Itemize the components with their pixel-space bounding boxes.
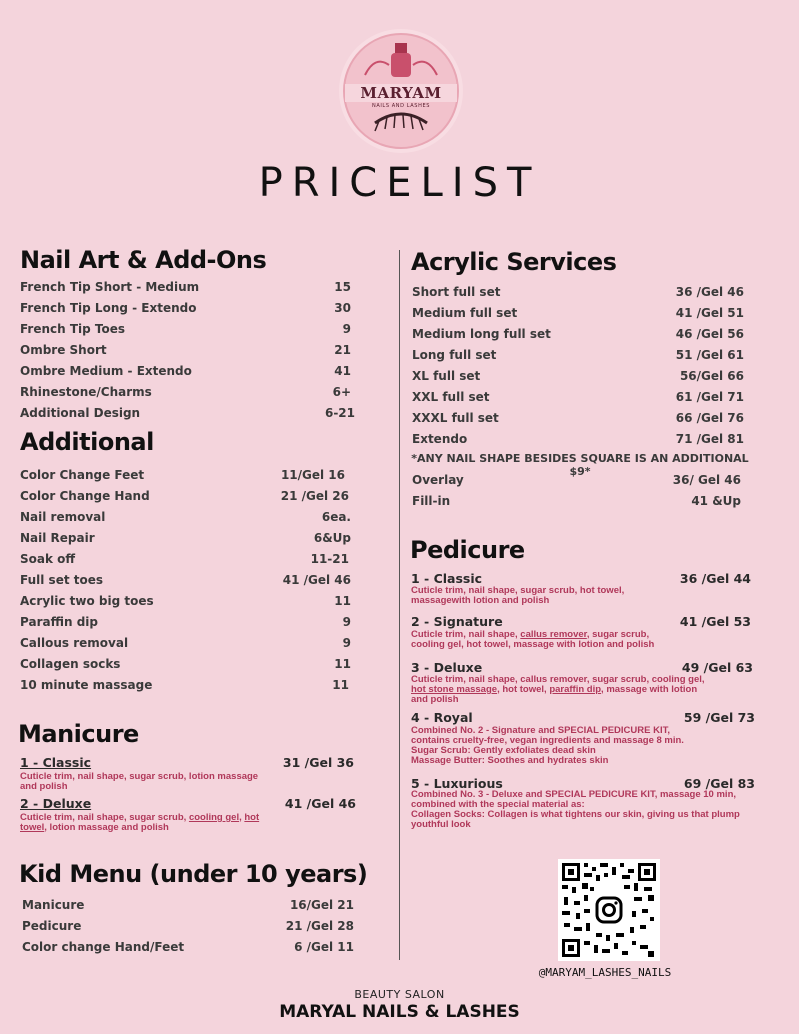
- item-name: 10 minute massage: [20, 678, 153, 692]
- shape-surcharge-note: *ANY NAIL SHAPE BESIDES SQUARE IS AN ADDITIONAL $9*: [411, 452, 749, 478]
- list-item: [20, 298, 355, 319]
- item-name: Callous removal: [20, 636, 129, 650]
- list-item: [412, 491, 741, 512]
- manicure-classic-desc: Cuticle trim, nail shape, sugar scrub, lotion massage and polish: [20, 771, 259, 792]
- item-price: 11/Gel 16: [280, 468, 345, 482]
- item-name: Pedicure: [22, 919, 82, 933]
- acrylic-heading: Acrylic Services: [411, 248, 617, 276]
- item-name: Manicure: [22, 898, 85, 912]
- list-item: [20, 319, 355, 340]
- list-item: [20, 403, 355, 424]
- item-price: 66 /Gel 76: [675, 411, 744, 425]
- pedicure-luxurious-desc: Combined No. 3 - Deluxe and SPECIAL PEDICURE KIT, massage 10 min, combined with the special material as: Collagen Socks: Collagen is what tightens our skin, giving us that plump youthful look: [411, 789, 740, 830]
- pedicure-royal-desc: Combined No. 2 - Signature and SPECIAL PEDICURE KIT, contains cruelty-free, vegan ingredients and massage 8 min. Sugar Scrub: Gently exfoliates dead skin Massage Butter: Soothes and hydrates skin: [411, 725, 684, 766]
- kid-menu-list: [22, 895, 354, 958]
- footer-subtitle: BEAUTY SALON: [354, 988, 445, 1001]
- desc-text: , sugar scrub, cooling gel, hot towel, massage with lotion and polish: [411, 629, 655, 650]
- instagram-handle[interactable]: @MARYAM_LASHES_NAILS: [538, 966, 672, 979]
- pedicure-deluxe-price: 49 /Gel 63: [681, 660, 753, 675]
- desc-highlight: cooling gel: [188, 812, 240, 823]
- item-name: Soak off: [20, 552, 76, 566]
- item-name: Medium long full set: [412, 327, 551, 341]
- list-item: [20, 675, 351, 696]
- item-name: Color Change Hand: [20, 489, 150, 503]
- item-price: 6+: [332, 385, 351, 399]
- list-item: [412, 408, 744, 429]
- desc-text: , hot towel,: [497, 684, 550, 695]
- pedicure-signature-desc: [411, 630, 671, 650]
- additional-list: [20, 465, 351, 696]
- item-name: French Tip Toes: [20, 322, 126, 336]
- desc-highlight: paraffin dip: [549, 684, 602, 695]
- list-item: [20, 486, 351, 507]
- pedicure-royal-name: 4 - Royal: [411, 710, 473, 725]
- item-price: 9: [342, 615, 351, 629]
- pedicure-signature-name: 2 - Signature: [411, 614, 503, 629]
- pedicure-heading: Pedicure: [410, 536, 525, 564]
- list-item: [20, 465, 351, 486]
- manicure-deluxe-desc: [20, 813, 275, 833]
- desc-text: Cuticle trim, nail shape,: [411, 629, 521, 640]
- item-name: Rhinestone/Charms: [20, 385, 152, 399]
- item-price: 6-21: [324, 406, 355, 420]
- item-name: French Tip Long - Extendo: [20, 301, 197, 315]
- column-divider: [399, 250, 400, 960]
- nail-art-list: [20, 277, 355, 424]
- list-item: [20, 612, 351, 633]
- item-name: Ombre Medium - Extendo: [20, 364, 192, 378]
- pedicure-deluxe-desc: [411, 675, 716, 705]
- list-item: [412, 366, 744, 387]
- list-item: [412, 345, 744, 366]
- list-item: [20, 570, 351, 591]
- desc-text: , massage with lotion and polish: [411, 684, 698, 705]
- desc-text: , lotion massage and polish: [44, 822, 169, 833]
- item-price: 46 /Gel 56: [675, 327, 744, 341]
- list-item: [22, 916, 354, 937]
- item-name: Color change Hand/Feet: [22, 940, 185, 954]
- list-item: [20, 277, 355, 298]
- desc-text: Cuticle trim, nail shape, callus remover, sugar scrub, cooling gel,: [411, 674, 705, 685]
- list-item: [20, 361, 355, 382]
- item-price: 61 /Gel 71: [675, 390, 744, 404]
- item-name: XL full set: [412, 369, 481, 383]
- manicure-deluxe-name: 2 - Deluxe: [20, 796, 92, 811]
- item-price: 56/Gel 66: [679, 369, 744, 383]
- item-price: 30: [334, 301, 351, 315]
- desc-text: Cuticle trim, nail shape, sugar scrub,: [20, 812, 189, 823]
- kid-menu-heading: Kid Menu (under 10 years): [19, 860, 368, 888]
- salon-logo: [343, 33, 459, 149]
- list-item: [20, 549, 351, 570]
- list-item: [22, 895, 354, 916]
- item-price: 11: [332, 678, 349, 692]
- item-price: 51 /Gel 61: [675, 348, 744, 362]
- desc-highlight: callus remover: [520, 629, 587, 640]
- item-name: Extendo: [412, 432, 468, 446]
- item-price: 6&Up: [313, 531, 351, 545]
- list-item: [412, 429, 744, 450]
- item-price: 41 &Up: [691, 494, 741, 508]
- list-item: [412, 387, 744, 408]
- pedicure-signature-price: 41 /Gel 53: [679, 614, 751, 629]
- list-item: [20, 382, 355, 403]
- desc-highlight: hot towel: [20, 812, 260, 833]
- item-price: 11-21: [310, 552, 349, 566]
- item-price: 9: [342, 636, 351, 650]
- item-name: Paraffin dip: [20, 615, 98, 629]
- list-item: [22, 937, 354, 958]
- item-price: 41 /Gel 51: [675, 306, 744, 320]
- pedicure-luxurious-name: 5 - Luxurious: [411, 776, 503, 791]
- item-name: Fill-in: [412, 494, 451, 508]
- item-name: Full set toes: [20, 573, 104, 587]
- item-name: Nail removal: [20, 510, 106, 524]
- manicure-heading: Manicure: [18, 720, 139, 748]
- list-item: [412, 303, 744, 324]
- item-price: 6ea.: [321, 510, 351, 524]
- desc-highlight: hot stone massage: [411, 684, 498, 695]
- item-price: 16/Gel 21: [289, 898, 354, 912]
- manicure-deluxe-price: 41 /Gel 46: [284, 796, 356, 811]
- desc-text: ,: [239, 812, 245, 823]
- pedicure-classic-price: 36 /Gel 44: [679, 571, 751, 586]
- list-item: [20, 507, 351, 528]
- list-item: [20, 654, 351, 675]
- item-price: 11: [334, 657, 351, 671]
- item-price: 41 /Gel 46: [282, 573, 351, 587]
- logo-tagline: NAILS AND LASHES: [372, 103, 430, 109]
- pedicure-luxurious-price: 69 /Gel 83: [683, 776, 755, 791]
- list-item: [412, 324, 744, 345]
- manicure-classic-name: 1 - Classic: [20, 755, 92, 770]
- item-name: Acrylic two big toes: [20, 594, 154, 608]
- pedicure-royal-price: 59 /Gel 73: [683, 710, 755, 725]
- item-price: 71 /Gel 81: [675, 432, 744, 446]
- item-price: 36 /Gel 46: [675, 285, 744, 299]
- list-item: [412, 470, 741, 491]
- list-item: [20, 591, 351, 612]
- item-price: 15: [334, 280, 351, 294]
- item-name: Color Change Feet: [20, 468, 145, 482]
- nail-art-heading: Nail Art & Add-Ons: [20, 246, 267, 274]
- item-price: 41: [334, 364, 351, 378]
- acrylic-extra-list: [412, 470, 741, 512]
- item-price: 21 /Gel 26: [280, 489, 349, 503]
- qr-code[interactable]: [558, 859, 660, 961]
- item-name: XXXL full set: [412, 411, 499, 425]
- pedicure-deluxe-name: 3 - Deluxe: [411, 660, 483, 675]
- item-name: XXL full set: [412, 390, 490, 404]
- pedicure-classic-name: 1 - Classic: [411, 571, 483, 586]
- item-price: 21 /Gel 28: [285, 919, 354, 933]
- additional-heading: Additional: [20, 428, 154, 456]
- item-name: Overlay: [412, 473, 464, 487]
- list-item: [412, 282, 744, 303]
- logo-brand: MARYAM: [345, 84, 457, 102]
- list-item: [20, 633, 351, 654]
- footer-salon-name: MARYAL NAILS & LASHES: [279, 1002, 520, 1022]
- pedicure-classic-desc: Cuticle trim, nail shape, sugar scrub, hot towel, massagewith lotion and polish: [411, 585, 625, 606]
- list-item: [20, 528, 351, 549]
- item-price: 21: [334, 343, 351, 357]
- list-item: [20, 340, 355, 361]
- page-title: PRICELIST: [258, 160, 541, 206]
- item-price: 9: [342, 322, 351, 336]
- item-name: Additional Design: [20, 406, 141, 420]
- item-name: Ombre Short: [20, 343, 107, 357]
- manicure-classic-price: 31 /Gel 36: [282, 755, 354, 770]
- item-name: Medium full set: [412, 306, 518, 320]
- acrylic-list: [412, 282, 744, 450]
- item-name: Nail Repair: [20, 531, 95, 545]
- item-name: Short full set: [412, 285, 501, 299]
- item-name: French Tip Short - Medium: [20, 280, 200, 294]
- item-price: 36/ Gel 46: [672, 473, 741, 487]
- item-name: Collagen socks: [20, 657, 121, 671]
- item-price: 11: [334, 594, 351, 608]
- item-price: 6 /Gel 11: [294, 940, 354, 954]
- item-name: Long full set: [412, 348, 497, 362]
